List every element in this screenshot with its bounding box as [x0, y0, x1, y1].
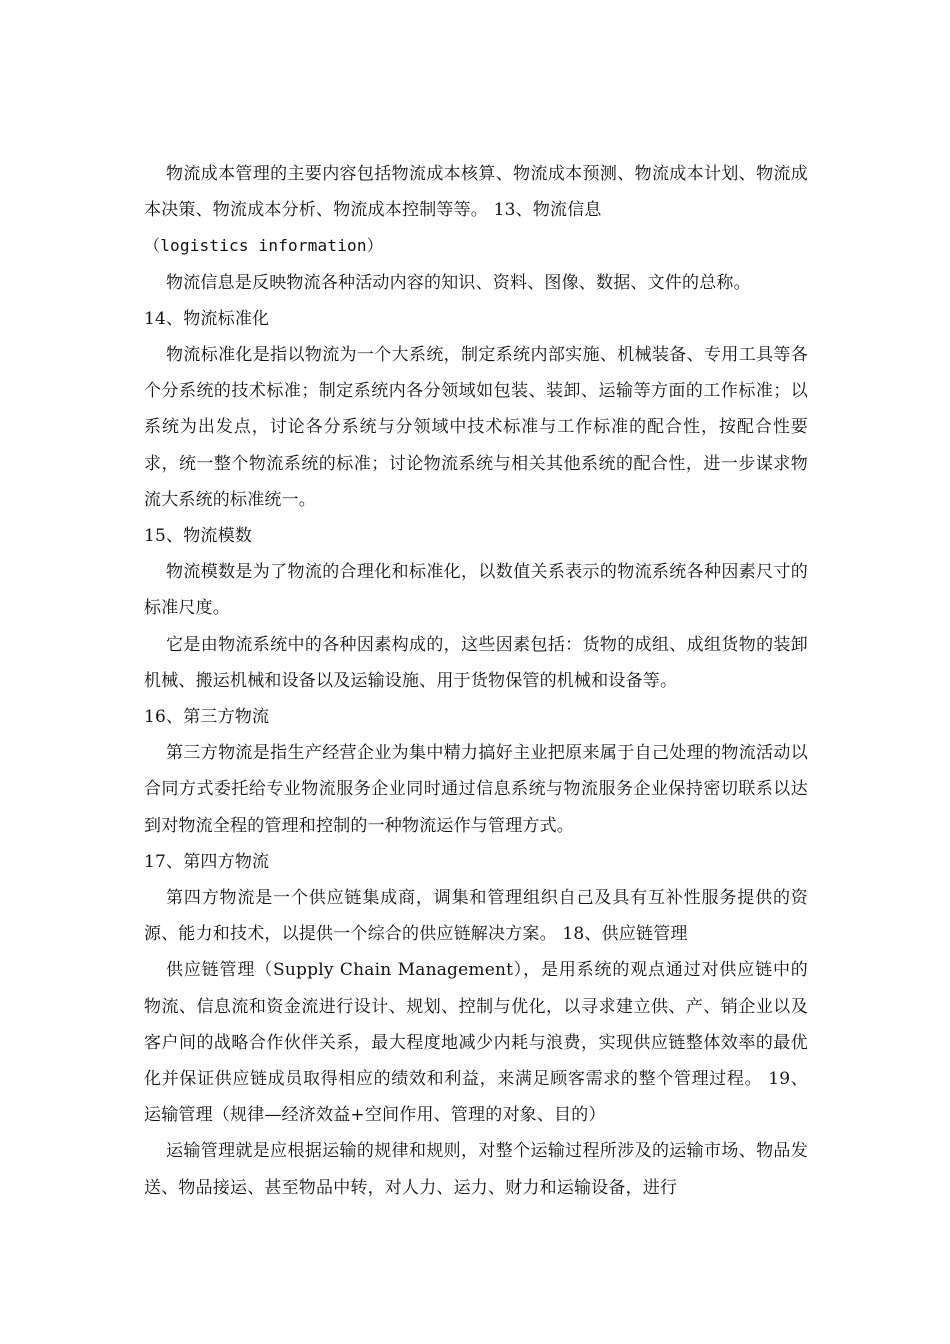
- paragraph-logistics-cost: 物流成本管理的主要内容包括物流成本核算、物流成本预测、物流成本计划、物流成本决策、物流成本分析、物流成本控制等等。 13、物流信息: [144, 164, 808, 221]
- heading-16: 16、第三方物流: [144, 707, 270, 728]
- paragraph-transport-management: 运输管理就是应根据运输的规律和规则，对整个运输过程所涉及的运输市场、物品发送、物品接运、甚至物品中转，对人力、运力、财力和运输设备，进行: [144, 1141, 808, 1198]
- paragraph-standardization: 物流标准化是指以物流为一个大系统，制定系统内部实施、机械装备、专用工具等各个分系统的技术标准；制定系统内各分领域如包装、装卸、运输等方面的工作标准；以系统为出发点，讨论各分系统与分领域中技术标准与工作标准的配合性，按配合性要求，统一整个物流系统的标准；讨论物流系统与相关其他系统的配合性，进一步谋求物流大系统的标准统一。: [144, 345, 808, 510]
- body-text: [144, 156, 808, 1206]
- paragraph-third-party: 第三方物流是指生产经营企业为集中精力搞好主业把原来属于自己处理的物流活动以合同方式委托给专业物流服务企业同时通过信息系统与物流服务企业保持密切联系以达到对物流全程的管理和控制的一种物流运作与管理方式。: [144, 743, 808, 836]
- heading-17: 17、第四方物流: [144, 851, 270, 872]
- paragraph-supply-chain: 供应链管理（Supply Chain Management），是用系统的观点通过对供应链中的物流、信息流和资金流进行设计、规划、控制与优化，以寻求建立供、产、销企业以及客户间的战略合作伙伴关系，最大程度地减少内耗与浪费，实现供应链整体效率的最优化并保证供应链成员取得相应的绩效和利益，来满足顾客需求的整个管理过程。 19、运输管理（规律—经济效益+空间作用、管理的对象、目的）: [144, 960, 808, 1126]
- paragraph-logistics-information-en: （logistics information）: [144, 236, 383, 256]
- heading-15: 15、物流模数: [144, 526, 253, 547]
- paragraph-fourth-party: 第四方物流是一个供应链集成商，调集和管理组织自己及具有互补性服务提供的资源、能力和技术，以提供一个综合的供应链解决方案。 18、供应链管理: [144, 888, 808, 945]
- heading-14: 14、物流标准化: [144, 308, 270, 329]
- paragraph-logistics-information: 物流信息是反映物流各种活动内容的知识、资料、图像、数据、文件的总称。: [166, 272, 751, 293]
- paragraph-modulus-factors: 它是由物流系统中的各种因素构成的，这些因素包括：货物的成组、成组货物的装卸机械、搬运机械和设备以及运输设施、用于货物保管的机械和设备等。: [144, 634, 808, 691]
- paragraph-modulus: 物流模数是为了物流的合理化和标准化，以数值关系表示的物流系统各种因素尺寸的标准尺度。: [144, 562, 808, 619]
